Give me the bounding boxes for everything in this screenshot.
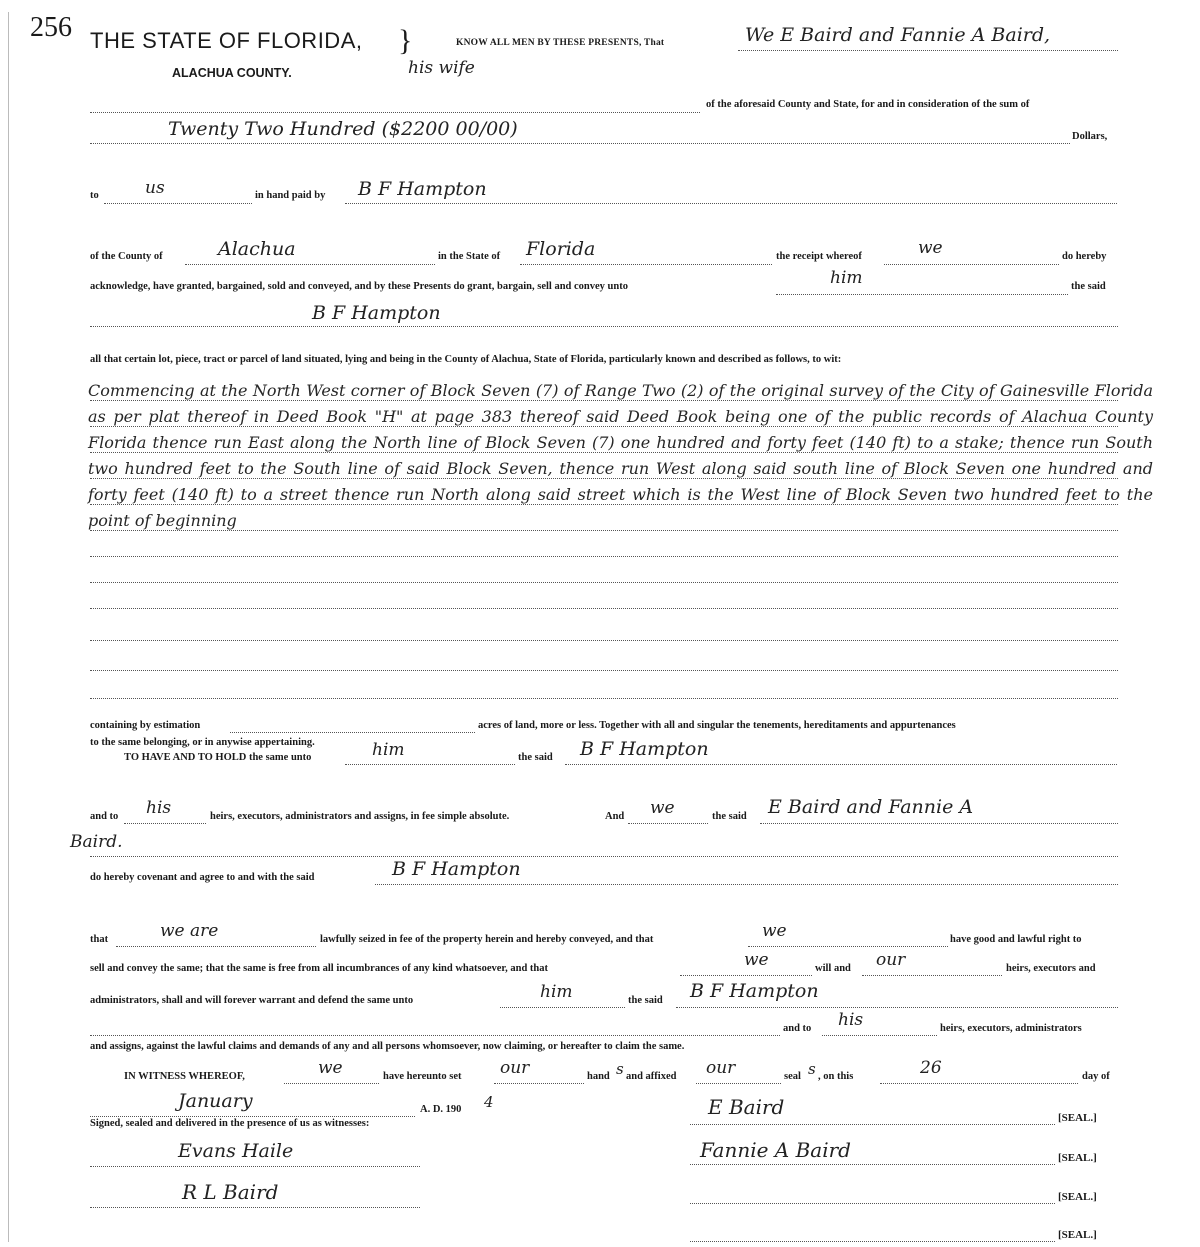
blank-line-2 xyxy=(90,1035,780,1036)
seal-label-2: [SEAL.] xyxy=(1058,1152,1097,1164)
affixed-label: and affixed xyxy=(626,1071,677,1082)
covenant-line xyxy=(375,884,1118,885)
will-handwritten: our xyxy=(876,950,906,970)
signed-text: Signed, sealed and delivered in the presence of us as witnesses: xyxy=(90,1118,370,1129)
county-line xyxy=(185,264,435,265)
the-said3-label: the said xyxy=(712,811,747,822)
property-description-handwritten: Commencing at the North West corner of Block Seven (7) of Range Two (2) of the original survey of the City of Gainesville Florida as per plat thereof in Deed Book "H" at page 383 thereof said Deed Book being one of the public records of Alachua County Florida thence run East along the North line of Block Seven (7) one hundred and forty feet (140 ft) to a stake; thence run South two hundred feet to the South line of said Block Seven, thence run West along said south line of Block Seven one hundred and forty feet (140 ft) to a street thence run North along said street which is the West line of Block Seven two hundred feet to the point of beginning xyxy=(88,381,1153,530)
state-line xyxy=(520,264,772,265)
month-line xyxy=(90,1116,415,1117)
day-handwritten: 26 xyxy=(920,1058,942,1078)
set-handwritten: our xyxy=(500,1058,530,1078)
receipt-line xyxy=(884,264,1059,265)
acres-text: acres of land, more or less. Together with all and singular the tenements, hereditaments and appurtenances xyxy=(478,720,956,731)
to-have-handwritten: him xyxy=(372,740,405,760)
do-hereby-label: do hereby xyxy=(1062,251,1107,262)
state-handwritten: Florida xyxy=(526,238,596,260)
and-to2-line xyxy=(822,1035,937,1036)
in-witness-line xyxy=(284,1083,379,1084)
paid-by-line xyxy=(345,203,1117,204)
affixed-handwritten: our xyxy=(706,1058,736,1078)
the-said-label: the said xyxy=(1071,281,1106,292)
signer4-line xyxy=(690,1241,1055,1242)
to-handwritten: us xyxy=(145,178,165,198)
covenantors-cont-handwritten: Baird. xyxy=(70,832,123,852)
on-this-label: , on this xyxy=(818,1071,854,1082)
know-all-men: KNOW ALL MEN BY THESE PRESENTS, That xyxy=(456,38,665,48)
seal-label: seal xyxy=(784,1071,801,1082)
all-that-text: all that certain lot, piece, tract or parcel of land situated, lying and being in the County of Alachua, State of Florida, particularly known and described as follows, to wit: xyxy=(90,354,842,365)
paid-by-handwritten: B F Hampton xyxy=(358,178,487,200)
desc-line-8 xyxy=(90,582,1118,583)
aforesaid-text: of the aforesaid County and State, for and in consideration of the sum of xyxy=(706,99,1030,110)
sum-handwritten: Twenty Two Hundred ($2200 00/00) xyxy=(168,118,518,140)
desc-line-11 xyxy=(90,670,1118,671)
sell-convey-text: sell and convey the same; that the same is free from all incumbrances of any kind whatsoever, and that xyxy=(90,963,549,974)
heirs-text: heirs, executors, administrators and assigns, in fee simple absolute. xyxy=(210,811,510,822)
signer1-signature: E Baird xyxy=(708,1095,785,1119)
covenantors-line xyxy=(760,823,1118,824)
receipt-label: the receipt whereof xyxy=(776,251,862,262)
grantors-cont-handwritten: his wife xyxy=(408,58,475,78)
seized-handwritten: we xyxy=(762,921,787,941)
seal-label-3: [SEAL.] xyxy=(1058,1191,1097,1203)
grantors-line xyxy=(738,50,1118,51)
witness2-line xyxy=(90,1207,420,1208)
that-handwritten: we are xyxy=(160,921,219,941)
hand-suffix-handwritten: s xyxy=(616,1060,624,1078)
grantee-line xyxy=(90,326,1118,327)
grantee-handwritten: B F Hampton xyxy=(312,302,441,324)
acknowledge-text: acknowledge, have granted, bargained, sold and conveyed, and by these Presents do grant, bargain, sell and convey unto xyxy=(90,281,628,292)
defend-grantee-handwritten: B F Hampton xyxy=(690,980,819,1002)
and-label: And xyxy=(605,811,625,822)
covenantors-handwritten: E Baird and Fannie A xyxy=(768,796,974,818)
year-handwritten: 4 xyxy=(484,1093,494,1111)
to-have-line xyxy=(345,764,515,765)
seized-line xyxy=(748,946,948,947)
signer2-signature: Fannie A Baird xyxy=(700,1138,851,1162)
and-line xyxy=(628,823,708,824)
the-said4-label: the said xyxy=(628,995,663,1006)
and-handwritten: we xyxy=(650,798,675,818)
have-set-label: have hereunto set xyxy=(383,1071,462,1082)
county-of-label: of the County of xyxy=(90,251,163,262)
county-title: ALACHUA COUNTY. xyxy=(172,66,292,80)
signer3-line xyxy=(690,1203,1055,1204)
grantors-handwritten: We E Baird and Fannie A Baird, xyxy=(745,24,1051,46)
county-handwritten: Alachua xyxy=(218,238,296,260)
seal-label-4: [SEAL.] xyxy=(1058,1229,1097,1241)
signer2-line xyxy=(690,1164,1055,1165)
covenant-handwritten: B F Hampton xyxy=(392,858,521,880)
will-line xyxy=(862,975,1002,976)
witness2-signature: R L Baird xyxy=(182,1180,279,1204)
heirs2-text: heirs, executors and xyxy=(1006,963,1096,974)
and-to2-handwritten: his xyxy=(838,1010,864,1030)
page-number: 256 xyxy=(30,12,72,43)
sell-handwritten: we xyxy=(744,950,769,970)
witness1-signature: Evans Haile xyxy=(178,1140,294,1162)
and-to2-label: and to xyxy=(783,1023,812,1034)
dollars-label: Dollars, xyxy=(1072,131,1108,142)
heirs3-text: heirs, executors, administrators xyxy=(940,1023,1082,1034)
defend-line xyxy=(500,1007,625,1008)
signer1-line xyxy=(690,1124,1055,1125)
defend-handwritten: him xyxy=(540,982,573,1002)
month-handwritten: January xyxy=(178,1090,253,1112)
the-said2-label: the said xyxy=(518,752,553,763)
day-of-label: day of xyxy=(1082,1071,1110,1082)
administrators-text: administrators, shall and will forever warrant and defend the same unto xyxy=(90,995,414,1006)
covenant-text: do hereby covenant and agree to and with the said xyxy=(90,872,315,883)
hand-label: hand xyxy=(587,1071,610,1082)
covenantors-cont-line xyxy=(90,856,1118,857)
and-to-label: and to xyxy=(90,811,119,822)
belonging-text: to the same belonging, or in anywise appertaining. xyxy=(90,737,315,748)
that-line xyxy=(116,946,316,947)
to-label: to xyxy=(90,190,99,201)
desc-line-9 xyxy=(90,608,1118,609)
day-line xyxy=(880,1083,1078,1084)
ad-label: A. D. 190 xyxy=(420,1104,462,1115)
unto-handwritten: him xyxy=(830,268,863,288)
state-of-label: in the State of xyxy=(438,251,501,262)
state-title: THE STATE OF FLORIDA, xyxy=(90,28,363,53)
to-have-text: TO HAVE AND TO HOLD the same unto xyxy=(124,752,312,763)
will-and-label: will and xyxy=(815,963,851,974)
that-label: that xyxy=(90,934,109,945)
seal-suffix-handwritten: s xyxy=(808,1060,816,1078)
blank-line xyxy=(90,112,700,113)
to-have-grantee-line xyxy=(565,764,1117,765)
and-to-handwritten: his xyxy=(146,798,172,818)
seal-label-1: [SEAL.] xyxy=(1058,1112,1097,1124)
sum-line xyxy=(90,143,1070,144)
seized-text: lawfully seized in fee of the property herein and hereby conveyed, and that xyxy=(320,934,654,945)
receipt-handwritten: we xyxy=(918,238,943,258)
affixed-line xyxy=(696,1083,781,1084)
defend-grantee-line xyxy=(676,1007,1118,1008)
page-edge xyxy=(8,12,10,1242)
set-line xyxy=(494,1083,584,1084)
brace-glyph: } xyxy=(398,24,413,57)
desc-line-12 xyxy=(90,698,1118,699)
desc-line-7 xyxy=(90,556,1118,557)
acres-line xyxy=(230,732,475,733)
good-right-text: have good and lawful right to xyxy=(950,934,1082,945)
paid-by-label: in hand paid by xyxy=(255,190,326,201)
sell-line xyxy=(680,975,812,976)
containing-label: containing by estimation xyxy=(90,720,201,731)
in-witness-handwritten: we xyxy=(318,1058,343,1078)
in-witness-label: IN WITNESS WHEREOF, xyxy=(124,1071,245,1082)
to-line xyxy=(104,203,252,204)
desc-line-10 xyxy=(90,640,1118,641)
unto-line xyxy=(776,294,1068,295)
witness1-line xyxy=(90,1166,420,1167)
and-to-line xyxy=(124,823,206,824)
assigns-text: and assigns, against the lawful claims and demands of any and all persons whomsoever, now claiming, or hereafter to claim the same. xyxy=(90,1041,685,1052)
to-have-grantee-handwritten: B F Hampton xyxy=(580,738,709,760)
